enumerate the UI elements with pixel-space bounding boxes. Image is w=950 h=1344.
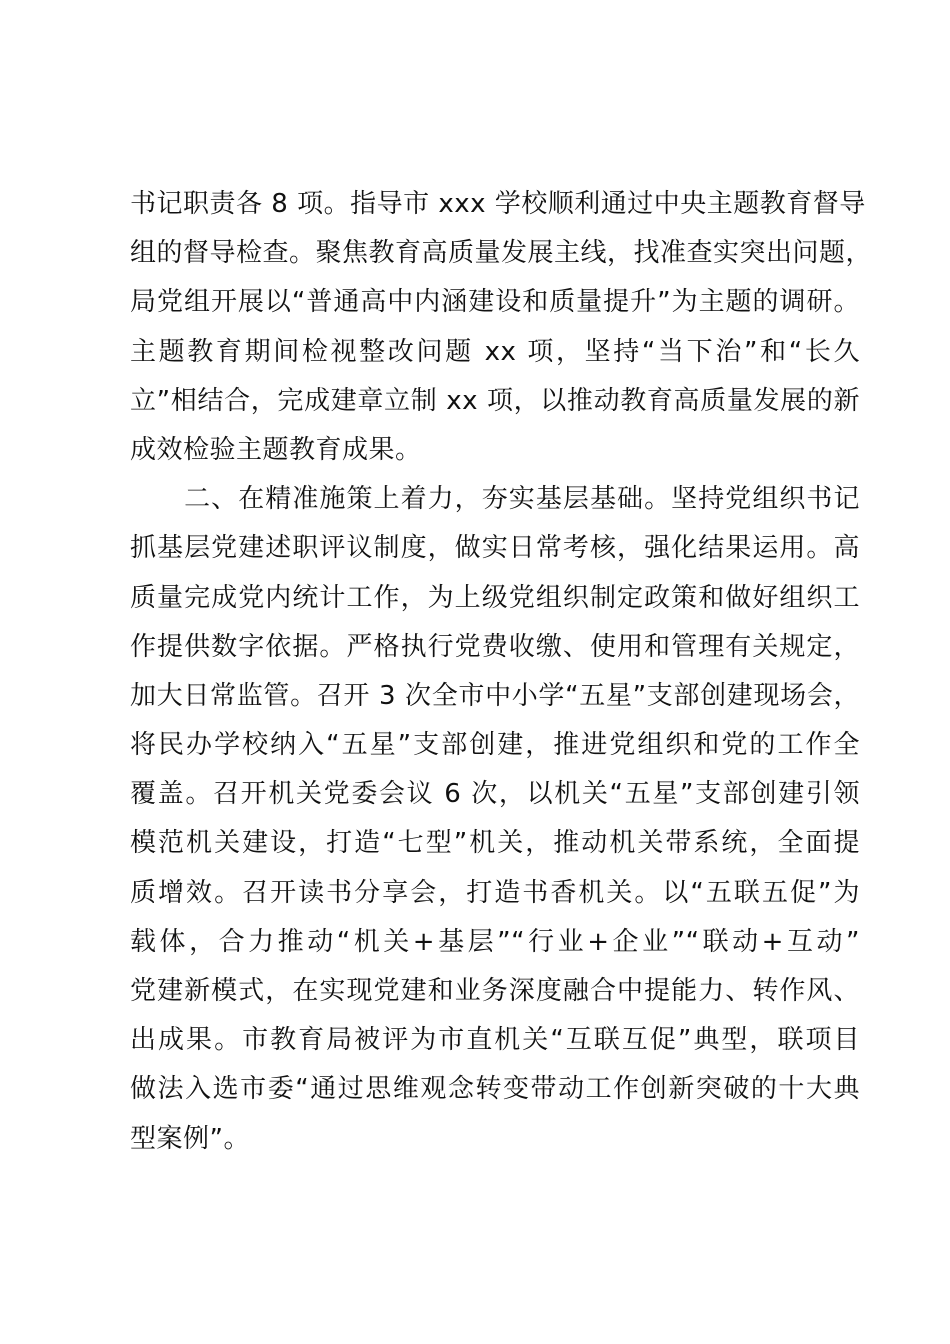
document-body	[130, 180, 873, 1164]
text-line: 做法入选市委“通过思维观念转变带动工作创新突破的十大典	[130, 1074, 860, 1105]
paragraph	[130, 475, 860, 1164]
paragraph	[130, 180, 873, 475]
text-line: 覆盖。召开机关党委会议 6 次，以机关“五星”支部创建引领	[130, 779, 860, 810]
text-line: 成效检验主题教育成果。	[130, 434, 422, 465]
text-line: 模范机关建设，打造“七型”机关，推动机关带系统，全面提	[130, 828, 860, 859]
text-line: 抓基层党建述职评议制度，做实日常考核，强化结果运用。高	[130, 533, 860, 564]
text-line: 二、在精准施策上着力，夯实基层基础。坚持党组织书记	[130, 484, 860, 515]
text-line: 载体，合力推动“机关+基层”“行业+企业”“联动+互动”	[130, 926, 860, 957]
text-line: 加大日常监管。召开 3 次全市中小学“五星”支部创建现场会，	[130, 680, 860, 711]
text-line: 局党组开展以“普通高中内涵建设和质量提升”为主题的调研。	[130, 287, 860, 318]
text-line: 将民办学校纳入“五星”支部创建，推进党组织和党的工作全	[130, 730, 860, 761]
text-line: 作提供数字依据。严格执行党费收缴、使用和管理有关规定，	[130, 631, 860, 662]
text-line: 立”相结合，完成建章立制 xx 项，以推动教育高质量发展的新	[130, 385, 860, 416]
text-line: 党建新模式，在实现党建和业务深度融合中提能力、转作风、	[130, 976, 860, 1006]
text-line: 型案例”。	[130, 1123, 250, 1154]
text-line: 书记职责各 8 项。指导市 xxx 学校顺利通过中央主题教育督导	[130, 189, 866, 219]
text-line: 组的督导检查。聚焦教育高质量发展主线，找准查实突出问题，	[130, 238, 873, 269]
text-line: 质量完成党内统计工作，为上级党组织制定政策和做好组织工	[130, 582, 860, 613]
text-line: 主题教育期间检视整改问题 xx 项，坚持“当下治”和“长久	[130, 336, 860, 367]
text-line: 质增效。召开读书分享会，打造书香机关。以“五联五促”为	[130, 877, 860, 908]
text-line: 出成果。市教育局被评为市直机关“互联互促”典型，联项目	[130, 1025, 860, 1056]
